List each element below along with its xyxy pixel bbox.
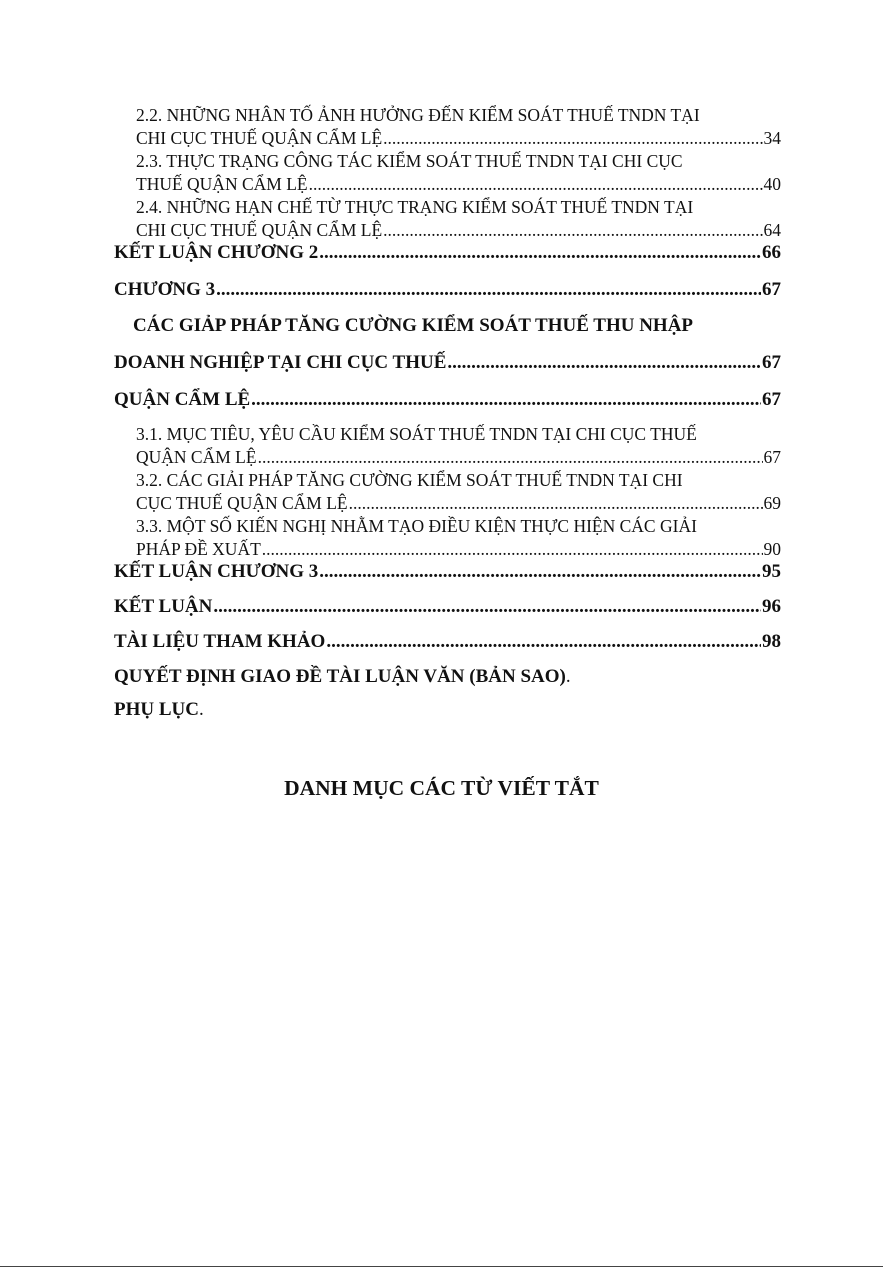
toc-entry-text: 3.1. MỤC TIÊU, YÊU CẦU KIỂM SOÁT THUẾ TNDN TẠI CHI CỤC THUẾ <box>136 424 697 444</box>
toc-entry-text: QUẬN CẨM LỆ <box>114 389 251 410</box>
toc-entry-text: TÀI LIỆU THAM KHẢO <box>114 631 326 652</box>
toc-entry-text: PHỤ LỤC <box>114 699 199 720</box>
toc-entry-phu-luc[interactable] <box>114 699 781 725</box>
page-number: 67 <box>762 389 781 410</box>
toc-entry-text: CHƯƠNG 3 <box>114 279 216 300</box>
page-number: 69 <box>763 492 781 513</box>
toc-entry-ket-luan[interactable] <box>114 596 781 622</box>
toc-entry-quan-cam-le[interactable] <box>114 389 781 415</box>
dot-leader <box>216 279 761 301</box>
page-number: 34 <box>763 127 781 148</box>
toc-entry-2-4[interactable] <box>114 196 781 241</box>
dot-leader <box>258 446 763 469</box>
page-number: 66 <box>762 242 781 263</box>
table-of-contents <box>114 104 781 725</box>
dot-leader <box>383 127 762 150</box>
toc-entry-text: KẾT LUẬN CHƯƠNG 2 <box>114 242 319 263</box>
toc-entry-text: DOANH NGHIỆP TẠI CHI CỤC THUẾ <box>114 352 447 373</box>
dot-leader <box>309 173 763 196</box>
page-number: 67 <box>762 279 781 300</box>
toc-entry-quyet-dinh[interactable] <box>114 666 781 692</box>
toc-entry-period: . <box>565 666 571 687</box>
toc-entry-tai-lieu-tham-khao[interactable] <box>114 631 781 657</box>
dot-leader <box>349 492 763 515</box>
toc-entry-period: . <box>198 699 204 720</box>
dot-leader <box>447 352 761 374</box>
page-number: 40 <box>763 173 781 194</box>
page-number: 96 <box>762 596 781 617</box>
toc-entry-text: 2.4. NHỮNG HẠN CHẾ TỪ THỰC TRẠNG KIỂM SOÁT THUẾ TNDN TẠI <box>136 197 694 217</box>
page-number: 90 <box>763 538 781 559</box>
abbreviations-heading: DANH MỤC CÁC TỪ VIẾT TẮT <box>284 776 599 800</box>
toc-entry-text: CHI CỤC THUẾ QUẬN CẨM LỆ <box>136 127 383 148</box>
page-number: 64 <box>763 219 781 240</box>
page-number: 67 <box>762 352 781 373</box>
toc-entry-text: PHÁP ĐỀ XUẤT <box>136 538 261 559</box>
toc-entry-text: CỤC THUẾ QUẬN CẨM LỆ <box>136 492 348 513</box>
toc-entry-text: 2.2. NHỮNG NHÂN TỐ ẢNH HƯỞNG ĐẾN KIỂM SOÁT THUẾ TNDN TẠI <box>136 105 700 125</box>
toc-entry-ket-luan-chuong-2[interactable] <box>114 242 781 268</box>
toc-entry-chuong-3[interactable] <box>114 279 781 305</box>
toc-entry-3-2[interactable] <box>114 469 781 514</box>
page-number: 95 <box>762 561 781 582</box>
dot-leader <box>326 631 761 653</box>
toc-entry-text: 2.3. THỰC TRẠNG CÔNG TÁC KIỂM SOÁT THUẾ TNDN TẠI CHI CỤC <box>136 151 683 171</box>
toc-entry-text: CHI CỤC THUẾ QUẬN CẨM LỆ <box>136 219 383 240</box>
toc-entry-text: 3.2. CÁC GIẢI PHÁP TĂNG CƯỜNG KIỂM SOÁT THUẾ TNDN TẠI CHI <box>136 470 683 490</box>
dot-leader <box>213 596 761 618</box>
toc-entry-text: QUẬN CẨM LỆ <box>136 446 257 467</box>
toc-entry-2-3[interactable] <box>114 150 781 195</box>
page-bottom-border <box>0 1266 883 1267</box>
toc-entry-text: KẾT LUẬN <box>114 596 213 617</box>
toc-entry-3-3[interactable] <box>114 515 781 560</box>
toc-entry-text: KẾT LUẬN CHƯƠNG 3 <box>114 561 319 582</box>
dot-leader <box>251 389 761 411</box>
toc-entry-text: QUYẾT ĐỊNH GIAO ĐỀ TÀI LUẬN VĂN (BẢN SAO) <box>114 666 566 687</box>
dot-leader <box>262 538 763 561</box>
dot-leader <box>319 242 761 264</box>
dot-leader <box>319 561 761 583</box>
page-number: 67 <box>763 446 781 467</box>
chapter-3-title-line-1: CÁC GIẢP PHÁP TĂNG CƯỜNG KIỂM SOÁT THUẾ THU NHẬP <box>133 315 694 336</box>
dot-leader <box>383 219 762 242</box>
toc-entry-2-2[interactable] <box>114 104 781 149</box>
toc-entry-text: THUẾ QUẬN CẨM LỆ <box>136 173 308 194</box>
toc-entry-ket-luan-chuong-3[interactable] <box>114 561 781 587</box>
toc-entry-text: 3.3. MỘT SỐ KIẾN NGHỊ NHẰM TẠO ĐIỀU KIỆN THỰC HIỆN CÁC GIẢI <box>136 516 697 536</box>
toc-entry-3-1[interactable] <box>114 423 781 468</box>
page-number: 98 <box>762 631 781 652</box>
toc-entry-chapter-3-title[interactable] <box>114 352 781 378</box>
